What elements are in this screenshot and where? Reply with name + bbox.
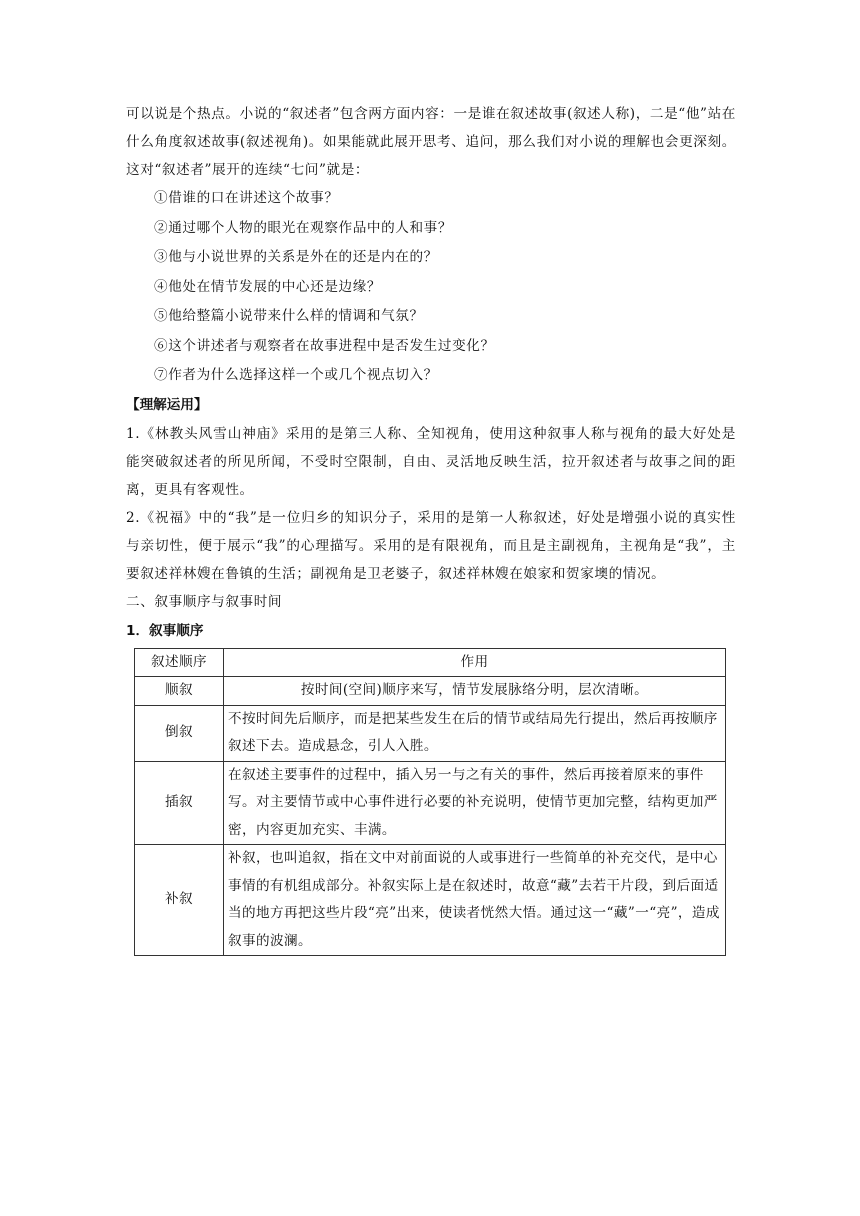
apply-paragraph-1: 1.《林教头风雪山神庙》采用的是第三人称、全知视角，使用这种叙事人称与视角的最大好处是能突破叙述者的所见所闻，不受时空限制，自由、灵活地反映生活，拉开叙述者与故事之间的距离，更具有客观性。 <box>126 425 736 498</box>
apply-paragraph-2: 2.《祝福》中的“我”是一位归乡的知识分子，采用的是第一人称叙述，好处是增强小说的真实性与亲切性，便于展示“我”的心理描写。采用的是有限视角，而且是主副视角，主视角是“我”，主要叙述祥林嫂在鲁镇的生活；副视角是卫老婆子，叙述祥林嫂在娘家和贺家墺的情况。 <box>126 509 736 582</box>
question-item: ⑤他给整篇小说带来什么样的情调和气氛？ <box>154 308 424 324</box>
order-effect-cell: 补叙，也叫追叙，指在文中对前面说的人或事进行一些简单的补充交代，是中心事情的有机组成部分。补叙实际上是在叙述时，故意“藏”去若干片段，到后面适当的地方再把这些片段“亮”出来，使读者恍然大悟。通过这一“藏”一“亮”，造成叙事的波澜。 <box>224 845 726 956</box>
order-name-cell: 插叙 <box>135 761 224 845</box>
document-page <box>126 0 736 956</box>
table-row <box>135 761 726 845</box>
section-title: 二、叙事顺序与叙事时间 <box>126 593 283 610</box>
order-effect-cell: 按时间(空间)顺序来写，情节发展脉络分明，层次清晰。 <box>224 677 726 706</box>
order-name-cell: 顺叙 <box>135 677 224 706</box>
table-header-row <box>135 648 726 677</box>
apply-heading: 【理解运用】 <box>126 396 208 413</box>
question-item: ⑥这个讲述者与观察者在故事进程中是否发生过变化？ <box>154 337 495 354</box>
order-effect-cell: 不按时间先后顺序，而是把某些发生在后的情节或结局先行提出，然后再按顺序叙述下去。造成悬念，引人入胜。 <box>224 705 726 761</box>
header-cell-order: 叙述顺序 <box>135 648 224 677</box>
question-item: ②通过哪个人物的眼光在观察作品中的人和事？ <box>154 219 453 236</box>
question-item: ③他与小说世界的关系是外在的还是内在的？ <box>154 249 438 265</box>
table-row <box>135 845 726 956</box>
question-list <box>126 184 736 391</box>
question-item: ①借谁的口在讲述这个故事？ <box>154 190 339 206</box>
order-name-cell: 补叙 <box>135 845 224 956</box>
header-cell-effect: 作用 <box>224 648 726 677</box>
sub-title: 1．叙事顺序 <box>126 622 204 639</box>
table-row <box>135 705 726 761</box>
intro-paragraph: 可以说是个热点。小说的“叙述者”包含两方面内容：一是谁在叙述故事(叙述人称)，二是“他”站在什么角度叙述故事(叙述视角)。如果能就此展开思考、追问，那么我们对小说的理解也会更深刻。这对“叙述者”展开的连续“七问”就是： <box>126 106 736 178</box>
question-item: ④他处在情节发展的中心还是边缘？ <box>154 278 382 295</box>
order-name-cell: 倒叙 <box>135 705 224 761</box>
table-row <box>135 677 726 706</box>
narrative-order-table <box>134 648 726 957</box>
order-effect-cell: 在叙述主要事件的过程中，插入另一与之有关的事件，然后再接着原来的事件写。对主要情节或中心事件进行必要的补充说明，使情节更加完整，结构更加严密，内容更加充实、丰满。 <box>224 761 726 845</box>
question-item: ⑦作者为什么选择这样一个或几个视点切入？ <box>154 367 438 383</box>
